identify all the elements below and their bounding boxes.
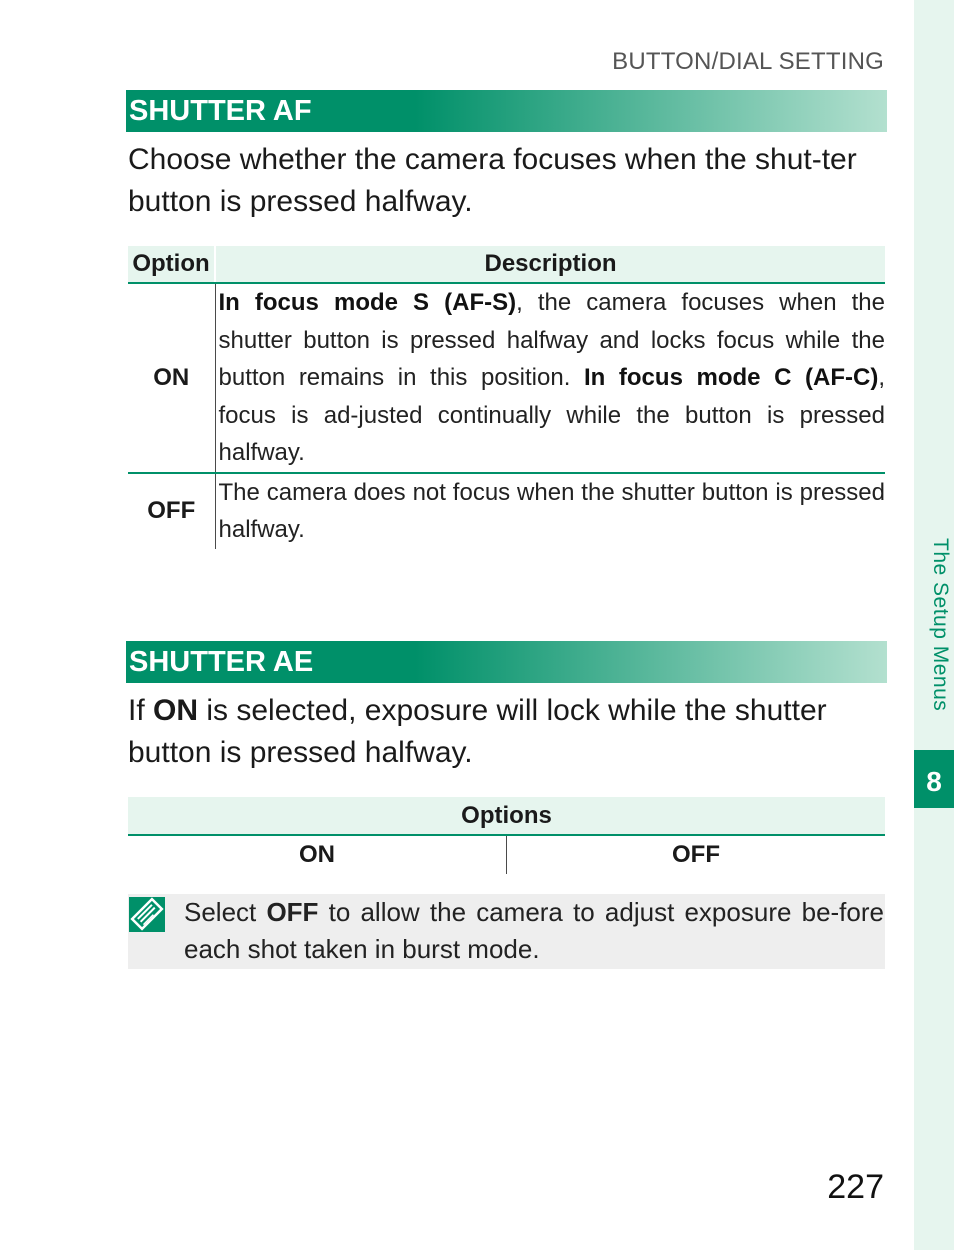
bold-term: In focus mode C (AF-C)	[583, 364, 879, 391]
column-header-description: Description	[215, 246, 885, 283]
bold-term: In focus mode S (AF-S)	[218, 289, 517, 316]
note-text-part: Select	[184, 897, 267, 927]
option-on: ON	[128, 283, 215, 473]
note-text	[184, 894, 884, 968]
table-row	[128, 283, 885, 473]
shutter-af-intro: Choose whether the camera focuses when the shut-ter button is pressed halfway.	[128, 143, 857, 218]
section-heading-shutter-ae: SHUTTER AE	[126, 641, 887, 683]
option-on: ON	[128, 835, 507, 874]
shutter-ae-intro	[128, 690, 886, 774]
table-row	[128, 473, 885, 549]
note-icon	[129, 897, 165, 932]
section-heading-shutter-af: SHUTTER AF	[126, 90, 887, 132]
chapter-number: 8	[914, 750, 954, 808]
column-header-options: Options	[128, 797, 885, 835]
option-off: OFF	[672, 841, 720, 868]
shutter-af-options-table	[128, 246, 885, 549]
note-text-part: to allow the camera to adjust exposure be-fore each shot taken in burst mode.	[184, 897, 884, 964]
running-header: BUTTON/DIAL SETTING	[612, 48, 884, 75]
chapter-label: The Setup Menus	[929, 538, 952, 712]
description-on	[215, 283, 885, 473]
note-bold: OFF	[266, 897, 319, 927]
page-number: 227	[827, 1168, 884, 1206]
shutter-ae-options-table	[128, 797, 885, 874]
description-text: The camera does not focus when the shutter button is pressed halfway.	[218, 478, 885, 543]
table-row	[128, 835, 885, 874]
intro-text: If	[128, 694, 154, 727]
option-off: OFF	[128, 473, 215, 549]
description-text: , the camera focuses when the shutter button is pressed halfway and locks focus while the button remains in this position.	[218, 289, 885, 391]
intro-bold: ON	[153, 694, 199, 727]
column-header-option: Option	[128, 246, 215, 283]
description-off	[215, 473, 885, 549]
description-text: , focus is ad-justed continually while the button is pressed halfway.	[218, 364, 886, 466]
intro-text: is selected, exposure will lock while the shutter button is pressed halfway.	[128, 694, 827, 769]
note-box	[128, 894, 885, 969]
